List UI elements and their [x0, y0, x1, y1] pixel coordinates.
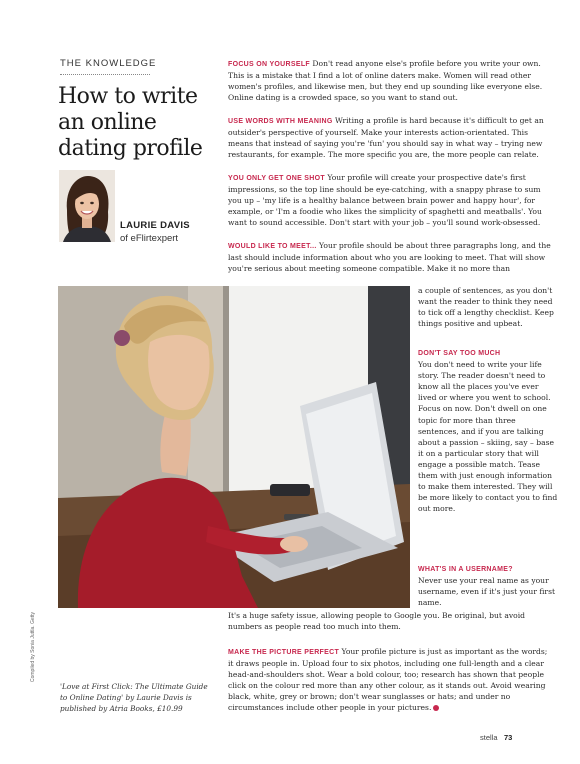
- section-you-only-get-one-shot: [228, 172, 554, 228]
- caption-book-line: 'Love at First Click: The Ultimate Guide to Online Dating' by Laurie Davis: [60, 682, 208, 702]
- section-body: Never use your real name as your username, even if it's just your first name.: [418, 576, 556, 608]
- section-body: It's a huge safety issue, allowing people to Google you. Be original, but avoid numbers as people read too much into them.: [228, 611, 526, 632]
- section-dont-say-too-much: [418, 347, 558, 514]
- section-body: Writing a profile is hard because it's difficult to get an outsider's perspective of yourself. Make your interests action-orientated. This means that instead of saying you're 'fun' you should say in what way – trying new restaurants, for example. The more specific you are, the more people can relate.: [228, 116, 544, 160]
- folio-magazine-name: stella: [480, 733, 498, 742]
- kicker-divider: [60, 74, 150, 75]
- section-heading: WOULD LIKE TO MEET...: [228, 243, 317, 250]
- section-heading: DON'T SAY TOO MUCH: [418, 350, 501, 357]
- section-would-like-to-meet: [228, 240, 554, 274]
- section-whats-in-a-username-continued: [228, 610, 554, 632]
- portrait-illustration: [59, 170, 115, 242]
- section-body: Your profile picture is just as important as the words; it draws people in. Upload four to six photos, including one full-length and a clear head-and-shoulders shot. Wear a bold colour, too; research has shown that people click on the colour red more than any other colour, as it stands out. Avoid wearing black, white, grey or brown; don't wear sunglasses or hats; and under no circumstances include other people in your pictures.: [228, 647, 548, 713]
- section-use-words-with-meaning: [228, 115, 554, 160]
- section-heading: USE WORDS WITH MEANING: [228, 118, 333, 125]
- folio-page-number: 73: [504, 733, 513, 742]
- section-would-like-to-meet-continued: [418, 285, 556, 329]
- section-body: You don't need to write your life story. The reader doesn't need to know all the places you've ever lived or where you went to school. Focus on now. Don't dwell on one topic for more than three sentences, and if you are talking about a passion – skiing, say – base it on a particular story that will engage a possible match. Tease them with just enough information to make them interested. They will be more likely to contact you to find out more.: [418, 360, 558, 514]
- author-portrait: [59, 170, 115, 242]
- section-heading: WHAT'S IN A USERNAME?: [418, 566, 513, 573]
- woman-at-laptop-illustration: [58, 286, 410, 608]
- article-photo: [58, 286, 410, 608]
- article-title: How to write an online dating profile: [58, 84, 203, 161]
- end-of-article-icon: [433, 705, 439, 711]
- section-body: Don't read anyone else's profile before you write your own. This is a mistake that I find a lot of online daters make. Women will read other women's profiles, and likewise men, but they end up sounding like everyone else. Online dating is a crowded space, so you want to stand out.: [228, 59, 543, 103]
- caption-publisher-line: is published by Atria Books, £10.99: [60, 693, 192, 713]
- section-heading: YOU ONLY GET ONE SHOT: [228, 175, 325, 182]
- section-make-the-picture-perfect: [228, 646, 554, 714]
- section-focus-on-yourself: [228, 58, 554, 103]
- section-body: Your profile will create your prospective date's first impressions, so the top line should be eye-catching, with a snappy phrase to sum you up – 'my life is a healthy balance between brain power and happy hour', for example, or 'I'm a foodie who likes the simplicity of spaghetti and meatballs'. You want to sound accessible. Don't start with your job – you'll sound work-obsessed.: [228, 173, 542, 228]
- section-body: Your profile should be about three paragraphs long, and the last should include information about who you are looking to meet. That will show you're serious about meeting someone compatible. Make it no more than: [228, 241, 551, 274]
- book-caption: [60, 681, 210, 714]
- author-name: LAURIE DAVIS: [120, 220, 190, 231]
- section-heading: MAKE THE PICTURE PERFECT: [228, 649, 340, 656]
- section-kicker: THE KNOWLEDGE: [60, 58, 157, 69]
- section-heading: FOCUS ON YOURSELF: [228, 61, 310, 68]
- author-affiliation: of eFlirtexpert: [120, 233, 179, 244]
- section-whats-in-a-username: [418, 563, 558, 608]
- photo-credit: Compiled by Sonia Juttla. Getty: [30, 611, 36, 682]
- section-body: a couple of sentences, as you don't want the reader to think they need to tick off a lengthy checklist. Keep things positive and upbeat.: [418, 286, 554, 329]
